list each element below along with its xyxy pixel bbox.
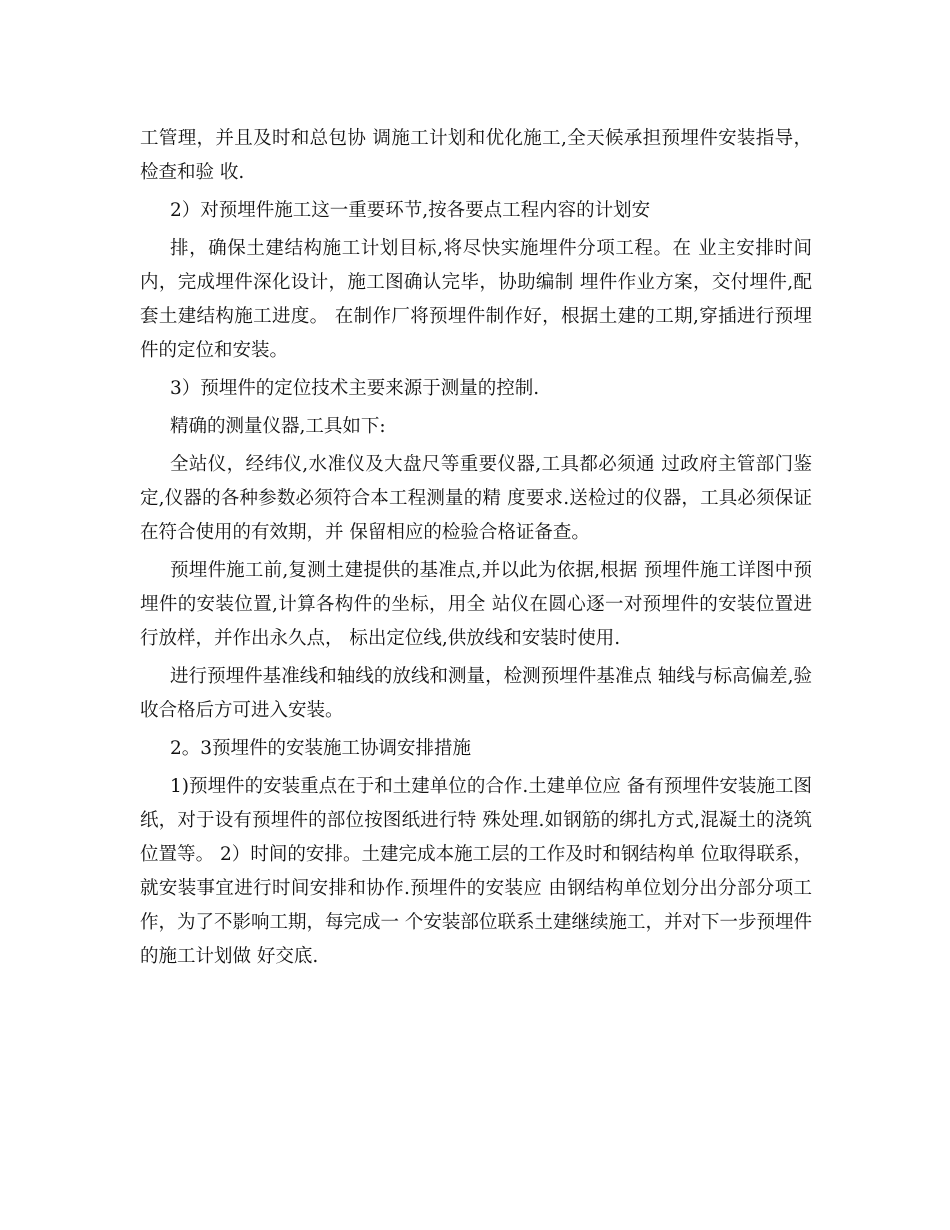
- paragraph-6: 全站仪，经纬仪,水准仪及大盘尺等重要仪器,工具都必须通 过政府主管部门鉴定,仪器的各种参数必须符合本工程测量的精 度要求.送检过的仪器，工具必须保证在符合使用的有效期，并 保留相应的检验合格证备查。: [140, 454, 812, 543]
- document-body: [140, 122, 812, 978]
- paragraph-5: 精确的测量仪器,工具如下:: [170, 416, 386, 437]
- paragraph-8: 进行预埋件基准线和轴线的放线和测量，检测预埋件基准点 轴线与标高偏差,验收合格后方可进入安装。: [140, 666, 812, 721]
- paragraph-3: 排，确保土建结构施工计划目标,将尽快实施埋件分项工程。在 业主安排时间内，完成埋件深化设计，施工图确认完毕，协助编制 埋件作业方案，交付埋件,配套土建结构施工进度。 在制作厂将预埋件制作好，根据土建的工期,穿插进行预埋件的定位和安装。: [140, 238, 812, 361]
- paragraph-2: 2）对预埋件施工这一重要环节,按各要点工程内容的计划安: [170, 200, 651, 221]
- paragraph-7: 预埋件施工前,复测土建提供的基准点,并以此为依据,根据 预埋件施工详图中预埋件的安装位置,计算各构件的坐标，用全 站仪在圆心逐一对预埋件的安装位置进行放样，并作出永久点， 标出定位线,供放线和安装时使用.: [140, 560, 812, 649]
- paragraph-10: 1)预埋件的安装重点在于和土建单位的合作.土建单位应 备有预埋件安装施工图纸，对于设有预埋件的部位按图纸进行特 殊处理.如钢筋的绑扎方式,混凝土的浇筑位置等。 2）时间的安排。土建完成本施工层的工作及时和钢结构单 位取得联系，就安装事宜进行时间安排和协作.预埋件的安装应 由钢结构单位划分出分部分项工作，为了不影响工期，每完成一 个安装部位联系土建继续施工，并对下一步预埋件的施工计划做 好交底.: [140, 776, 812, 967]
- section-heading-2-3: 2。3预埋件的安装施工协调安排措施: [170, 738, 472, 759]
- paragraph-4: 3）预埋件的定位技术主要来源于测量的控制.: [170, 378, 540, 399]
- paragraph-1: 工管理，并且及时和总包协 调施工计划和优化施工,全天候承担预埋件安装指导，检查和验 收.: [140, 128, 812, 183]
